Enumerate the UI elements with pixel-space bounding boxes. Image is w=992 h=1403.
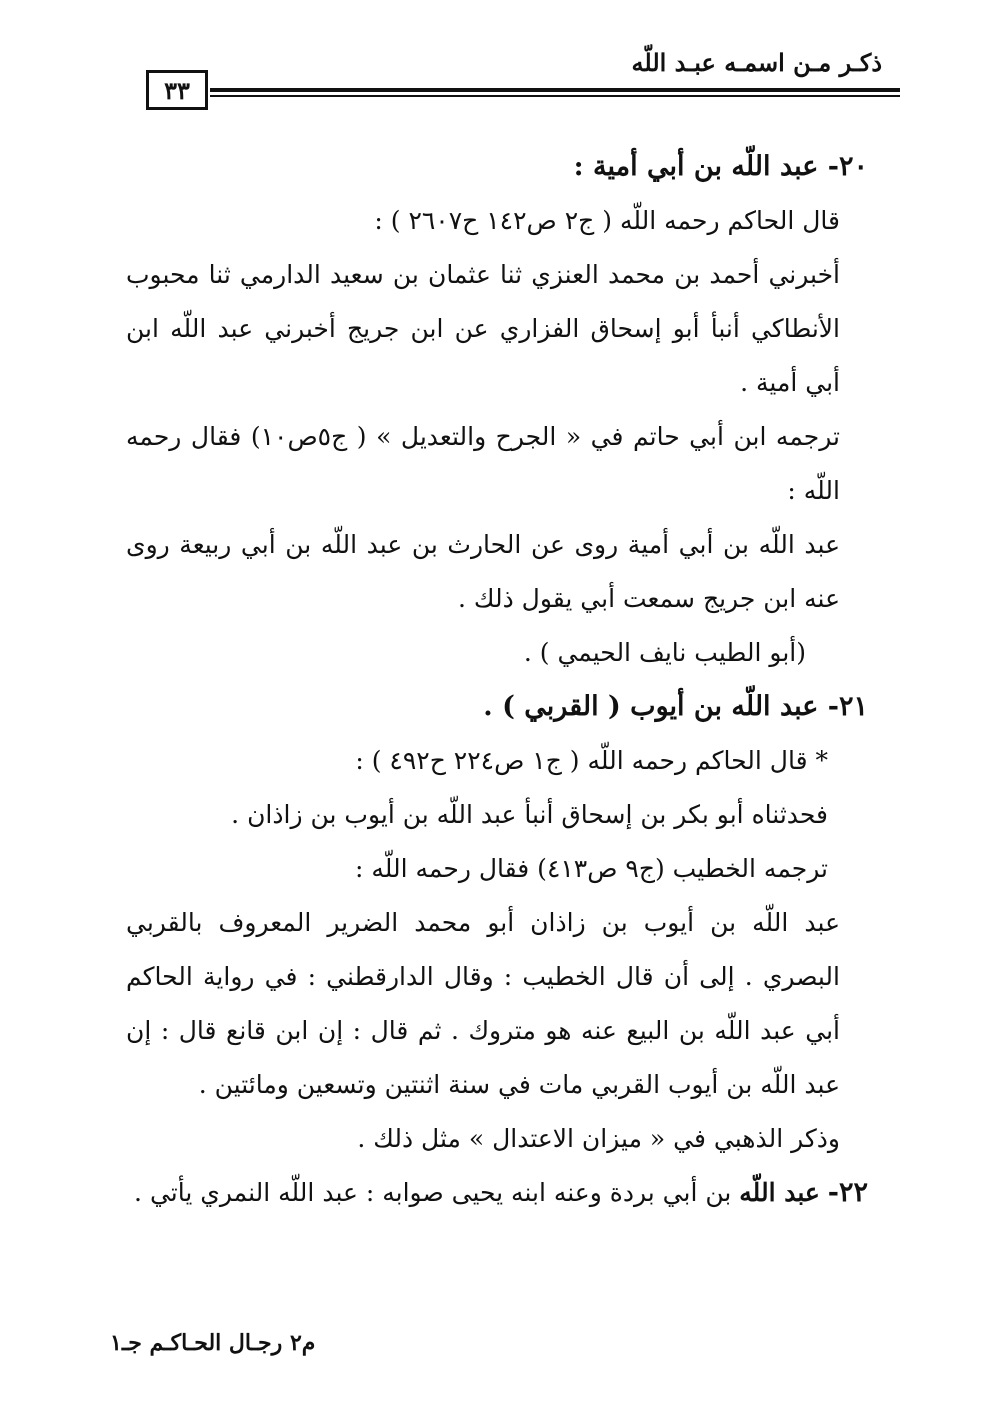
- header-rule: [210, 88, 900, 92]
- entry-source: * قال الحاكم رحمه اللّه ( ج١ ص٢٢٤ ح٤٩٢ ) :: [355, 746, 828, 775]
- body-text: [126, 140, 868, 1220]
- entry-isnad: أخبرني أحمد بن محمد العنزي ثنا عثمان بن سعيد الدارمي ثنا محبوب الأنطاكي أنبأ أبو إسحاق الفزاري عن ابن جريج أخبرني عبد اللّه ابن أبي أمية .: [126, 260, 840, 397]
- entry-isnad: فحدثناه أبو بكر بن إسحاق أنبأ عبد اللّه بن أيوب بن زاذان .: [231, 800, 828, 829]
- running-title: ذكـر مـن اسمـه عبـد اللّه: [631, 48, 882, 77]
- entry-heading: ٢٠- عبد اللّه بن أبي أمية :: [573, 151, 868, 182]
- entry-tarjama-intro: ترجمه الخطيب (ج٩ ص٤١٣) فقال رحمه اللّه :: [354, 854, 828, 883]
- entry-heading-name: عبد اللّه: [739, 1178, 820, 1207]
- entry-heading: ٢١- عبد اللّه بن أيوب ( القربي ) .: [483, 691, 868, 722]
- entry-tarjama-text: عبد اللّه بن أبي أمية روى عن الحارث بن عبد اللّه بن أبي ربيعة روى عنه ابن جريج سمعت أبي يقول ذلك .: [126, 530, 840, 613]
- entry-heading-number: ٢٢-: [827, 1177, 868, 1208]
- entry-source: قال الحاكم رحمه اللّه ( ج٢ ص١٤٢ ح٢٦٠٧ ) :: [374, 206, 840, 235]
- entry-signature: (أبو الطيب نايف الحيمي ) .: [523, 638, 806, 667]
- entry-22: [126, 1166, 868, 1220]
- page-number: ٣٣: [146, 70, 208, 110]
- header-rule-thin: [210, 95, 900, 97]
- entry-tarjama-text: عبد اللّه بن أيوب بن زاذان أبو محمد الضرير المعروف بالقربي البصري . إلى أن قال الخطيب : وقال الدارقطني : في رواية الحاكم أبي عبد اللّه بن البيع عنه هو متروك . ثم قال : إن ابن قانع قال : إن عبد اللّه بن أيوب القربي مات في سنة اثنتين وتسعين ومائتين .: [126, 908, 840, 1099]
- entry-closing: وذكر الذهبي في « ميزان الاعتدال » مثل ذلك .: [357, 1124, 840, 1153]
- entry-text: بن أبي بردة وعنه ابنه يحيى صوابه : عبد اللّه النمري يأتي .: [134, 1178, 732, 1207]
- entry-tarjama-intro: ترجمه ابن أبي حاتم في « الجرح والتعديل » ( ج٥ص١٠) فقال رحمه اللّه :: [126, 422, 840, 505]
- footer-signature: م٢ رجـال الحـاكـم جـ١: [110, 1330, 316, 1356]
